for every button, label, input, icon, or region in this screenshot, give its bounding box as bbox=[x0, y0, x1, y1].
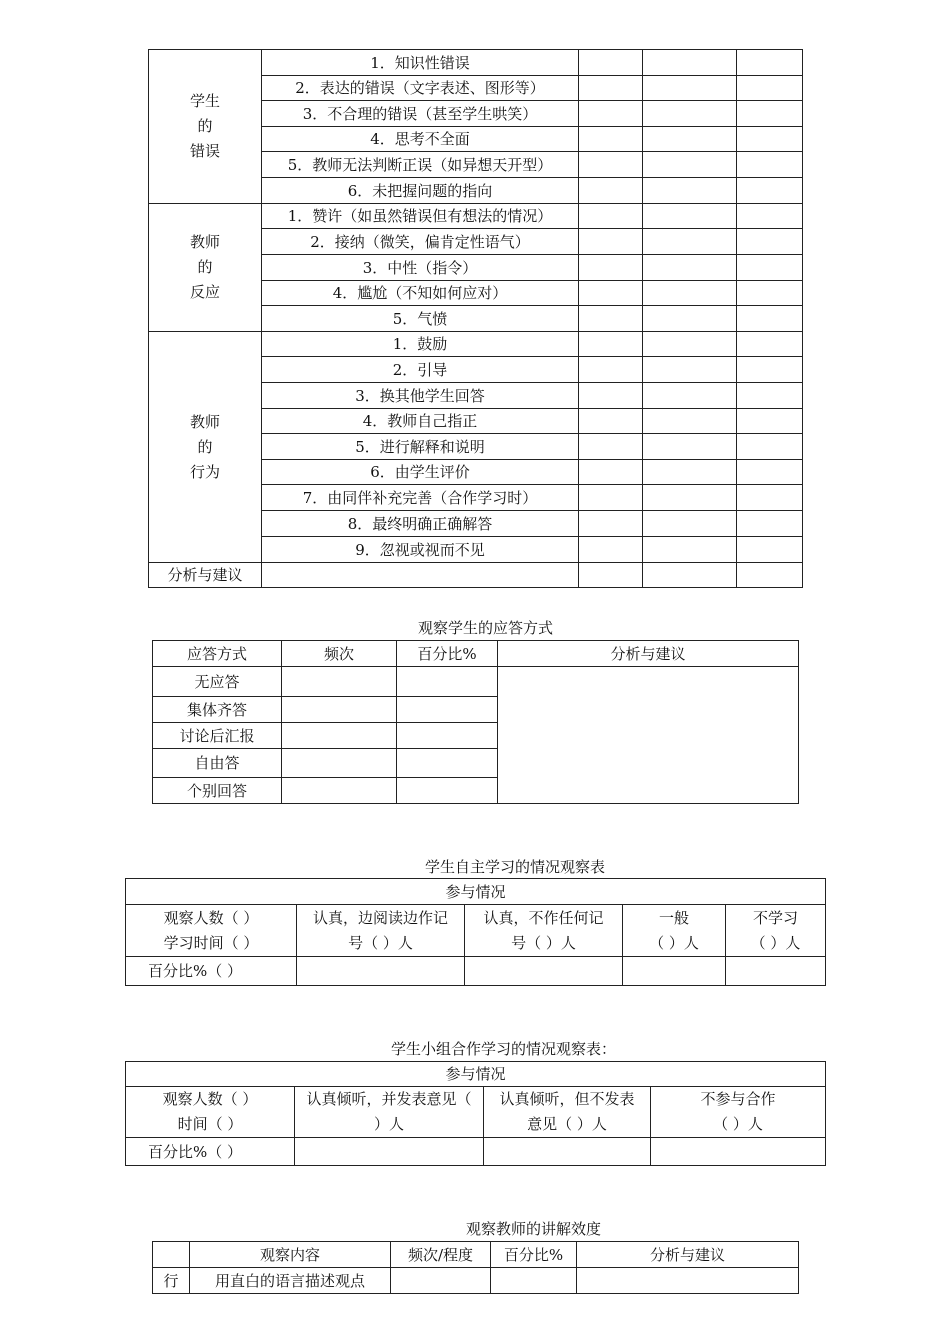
data-cell[interactable] bbox=[579, 306, 643, 332]
data-cell[interactable] bbox=[643, 281, 737, 306]
data-cell[interactable] bbox=[737, 281, 803, 306]
item-label: 3．不合理的错误（甚至学生哄笑） bbox=[262, 101, 579, 127]
header-percentage: 百分比% bbox=[397, 641, 498, 667]
data-cell[interactable] bbox=[737, 383, 803, 409]
data-cell[interactable] bbox=[643, 357, 737, 383]
data-cell[interactable] bbox=[579, 485, 643, 511]
participation-header: 参与情况 bbox=[126, 879, 826, 905]
data-cell[interactable] bbox=[643, 306, 737, 332]
category-average: 一般 （ ）人 bbox=[623, 905, 726, 957]
data-cell[interactable] bbox=[643, 409, 737, 434]
data-cell[interactable] bbox=[726, 957, 826, 986]
data-cell[interactable] bbox=[579, 229, 643, 255]
group-cooperation-table bbox=[125, 1061, 826, 1166]
data-cell[interactable] bbox=[643, 229, 737, 255]
data-cell[interactable] bbox=[643, 511, 737, 537]
group-label-teacher-reaction: 教师 的 反应 bbox=[149, 204, 262, 332]
data-cell[interactable] bbox=[643, 485, 737, 511]
data-cell[interactable] bbox=[282, 723, 397, 749]
item-label: 4．尴尬（不知如何应对） bbox=[262, 281, 579, 306]
data-cell[interactable] bbox=[579, 152, 643, 178]
self-study-table bbox=[125, 878, 826, 986]
percentage-label: 百分比%（ ） bbox=[126, 957, 297, 986]
data-cell[interactable] bbox=[643, 101, 737, 127]
data-cell[interactable] bbox=[643, 563, 737, 588]
data-cell[interactable] bbox=[282, 697, 397, 723]
data-cell[interactable] bbox=[737, 357, 803, 383]
data-cell[interactable] bbox=[737, 409, 803, 434]
data-cell[interactable] bbox=[391, 1268, 491, 1294]
self-study-caption: 学生自主学习的情况观察表 bbox=[425, 858, 606, 876]
data-cell[interactable] bbox=[397, 749, 498, 778]
data-cell[interactable] bbox=[297, 957, 465, 986]
item-label: 6．未把握问题的指向 bbox=[262, 178, 579, 204]
data-cell[interactable] bbox=[737, 229, 803, 255]
item-label: 2．引导 bbox=[262, 357, 579, 383]
data-cell[interactable] bbox=[579, 204, 643, 229]
error-response-table bbox=[148, 49, 803, 588]
response-mode-table bbox=[152, 640, 799, 804]
item-label: 4．思考不全面 bbox=[262, 127, 579, 152]
data-cell[interactable] bbox=[643, 537, 737, 563]
category-no-notes: 认真，不作任何记 号（ ）人 bbox=[465, 905, 623, 957]
data-cell[interactable] bbox=[643, 152, 737, 178]
header-frequency-degree: 频次/程度 bbox=[391, 1242, 491, 1268]
item-label: 6．由学生评价 bbox=[262, 460, 579, 485]
data-cell[interactable] bbox=[397, 723, 498, 749]
item-label: 2．表达的错误（文字表述、图形等） bbox=[262, 76, 579, 101]
data-cell[interactable] bbox=[579, 409, 643, 434]
data-cell[interactable] bbox=[737, 511, 803, 537]
data-cell[interactable] bbox=[737, 152, 803, 178]
response-mode-label: 无应答 bbox=[153, 667, 282, 697]
data-cell[interactable] bbox=[623, 957, 726, 986]
lecture-effectiveness-caption: 观察教师的讲解效度 bbox=[466, 1220, 602, 1238]
data-cell[interactable] bbox=[737, 101, 803, 127]
data-cell[interactable] bbox=[579, 50, 643, 76]
data-cell[interactable] bbox=[737, 563, 803, 588]
data-cell[interactable] bbox=[579, 383, 643, 409]
row-category-label: 行 bbox=[153, 1268, 190, 1294]
data-cell[interactable] bbox=[397, 778, 498, 804]
header-blank bbox=[153, 1242, 190, 1268]
header-frequency: 频次 bbox=[282, 641, 397, 667]
data-cell[interactable] bbox=[579, 434, 643, 460]
data-cell[interactable] bbox=[737, 50, 803, 76]
header-analysis: 分析与建议 bbox=[498, 641, 799, 667]
data-cell[interactable] bbox=[579, 357, 643, 383]
data-cell[interactable] bbox=[737, 204, 803, 229]
data-cell[interactable] bbox=[651, 1138, 826, 1166]
data-cell[interactable] bbox=[282, 749, 397, 778]
data-cell[interactable] bbox=[579, 537, 643, 563]
category-not-participating: 不参与合作 （ ）人 bbox=[651, 1087, 826, 1138]
data-cell[interactable] bbox=[643, 255, 737, 281]
category-listen-and-speak: 认真倾听，并发表意见（ ）人 bbox=[295, 1087, 484, 1138]
response-mode-caption: 观察学生的应答方式 bbox=[418, 619, 554, 637]
data-cell[interactable] bbox=[643, 332, 737, 357]
response-mode-label: 自由答 bbox=[153, 749, 282, 778]
group-label-teacher-behavior: 教师 的 行为 bbox=[149, 332, 262, 563]
observer-count-time-cell: 观察人数（ ） 学习时间（ ） bbox=[126, 905, 297, 957]
data-cell[interactable] bbox=[737, 306, 803, 332]
item-label: 1．鼓励 bbox=[262, 332, 579, 357]
item-label: 5．进行解释和说明 bbox=[262, 434, 579, 460]
category-read-and-note: 认真，边阅读边作记 号（ ）人 bbox=[297, 905, 465, 957]
data-cell[interactable] bbox=[282, 667, 397, 697]
item-label: 4．教师自己指正 bbox=[262, 409, 579, 434]
item-label: 3．换其他学生回答 bbox=[262, 383, 579, 409]
item-label: 3．中性（指令） bbox=[262, 255, 579, 281]
data-cell[interactable] bbox=[737, 76, 803, 101]
observation-content-label: 用直白的语言描述观点 bbox=[190, 1268, 391, 1294]
item-label: 1．知识性错误 bbox=[262, 50, 579, 76]
category-not-studying: 不学习 （ ）人 bbox=[726, 905, 826, 957]
data-cell[interactable] bbox=[643, 76, 737, 101]
data-cell[interactable] bbox=[643, 460, 737, 485]
data-cell[interactable] bbox=[643, 383, 737, 409]
data-cell[interactable] bbox=[737, 127, 803, 152]
data-cell[interactable] bbox=[737, 332, 803, 357]
data-cell[interactable] bbox=[579, 460, 643, 485]
data-cell[interactable] bbox=[579, 255, 643, 281]
response-mode-label: 集体齐答 bbox=[153, 697, 282, 723]
item-label: 1．赞许（如虽然错误但有想法的情况） bbox=[262, 204, 579, 229]
item-label: 5．气愤 bbox=[262, 306, 579, 332]
data-cell[interactable] bbox=[262, 563, 579, 588]
data-cell[interactable] bbox=[643, 178, 737, 204]
header-observation-content: 观察内容 bbox=[190, 1242, 391, 1268]
data-cell[interactable] bbox=[579, 563, 643, 588]
data-cell[interactable] bbox=[737, 434, 803, 460]
percentage-label: 百分比%（ ） bbox=[126, 1138, 295, 1166]
data-cell[interactable] bbox=[491, 1268, 577, 1294]
data-cell[interactable] bbox=[577, 1268, 799, 1294]
data-cell[interactable] bbox=[643, 50, 737, 76]
category-listen-no-speak: 认真倾听，但不发表 意见（ ）人 bbox=[484, 1087, 651, 1138]
item-label: 7．由同伴补充完善（合作学习时） bbox=[262, 485, 579, 511]
data-cell[interactable] bbox=[465, 957, 623, 986]
response-mode-label: 讨论后汇报 bbox=[153, 723, 282, 749]
data-cell[interactable] bbox=[579, 332, 643, 357]
data-cell[interactable] bbox=[484, 1138, 651, 1166]
analysis-suggestion-label: 分析与建议 bbox=[149, 563, 262, 588]
item-label: 8．最终明确正确解答 bbox=[262, 511, 579, 537]
data-cell[interactable] bbox=[643, 127, 737, 152]
data-cell[interactable] bbox=[737, 255, 803, 281]
data-cell[interactable] bbox=[737, 485, 803, 511]
data-cell[interactable] bbox=[397, 667, 498, 697]
data-cell[interactable] bbox=[295, 1138, 484, 1166]
data-cell[interactable] bbox=[737, 178, 803, 204]
header-analysis: 分析与建议 bbox=[577, 1242, 799, 1268]
response-mode-label: 个别回答 bbox=[153, 778, 282, 804]
data-cell[interactable] bbox=[643, 434, 737, 460]
data-cell[interactable] bbox=[579, 101, 643, 127]
data-cell[interactable] bbox=[579, 178, 643, 204]
data-cell[interactable] bbox=[579, 76, 643, 101]
observer-count-time-cell: 观察人数（ ） 时间（ ） bbox=[126, 1087, 295, 1138]
data-cell[interactable] bbox=[282, 778, 397, 804]
data-cell[interactable] bbox=[397, 697, 498, 723]
data-cell[interactable] bbox=[737, 460, 803, 485]
item-label: 9．忽视或视而不见 bbox=[262, 537, 579, 563]
header-percentage: 百分比% bbox=[491, 1242, 577, 1268]
group-cooperation-caption: 学生小组合作学习的情况观察表： bbox=[391, 1040, 617, 1058]
data-cell[interactable] bbox=[579, 511, 643, 537]
data-cell[interactable] bbox=[737, 537, 803, 563]
data-cell[interactable] bbox=[579, 281, 643, 306]
group-label-student-errors: 学生 的 错误 bbox=[149, 50, 262, 204]
data-cell[interactable] bbox=[579, 127, 643, 152]
item-label: 5．教师无法判断正误（如异想天开型） bbox=[262, 152, 579, 178]
analysis-cell[interactable] bbox=[498, 667, 799, 804]
participation-header: 参与情况 bbox=[126, 1062, 826, 1087]
header-response-mode: 应答方式 bbox=[153, 641, 282, 667]
data-cell[interactable] bbox=[643, 204, 737, 229]
lecture-effectiveness-table bbox=[152, 1241, 799, 1294]
item-label: 2．接纳（微笑，偏肯定性语气） bbox=[262, 229, 579, 255]
